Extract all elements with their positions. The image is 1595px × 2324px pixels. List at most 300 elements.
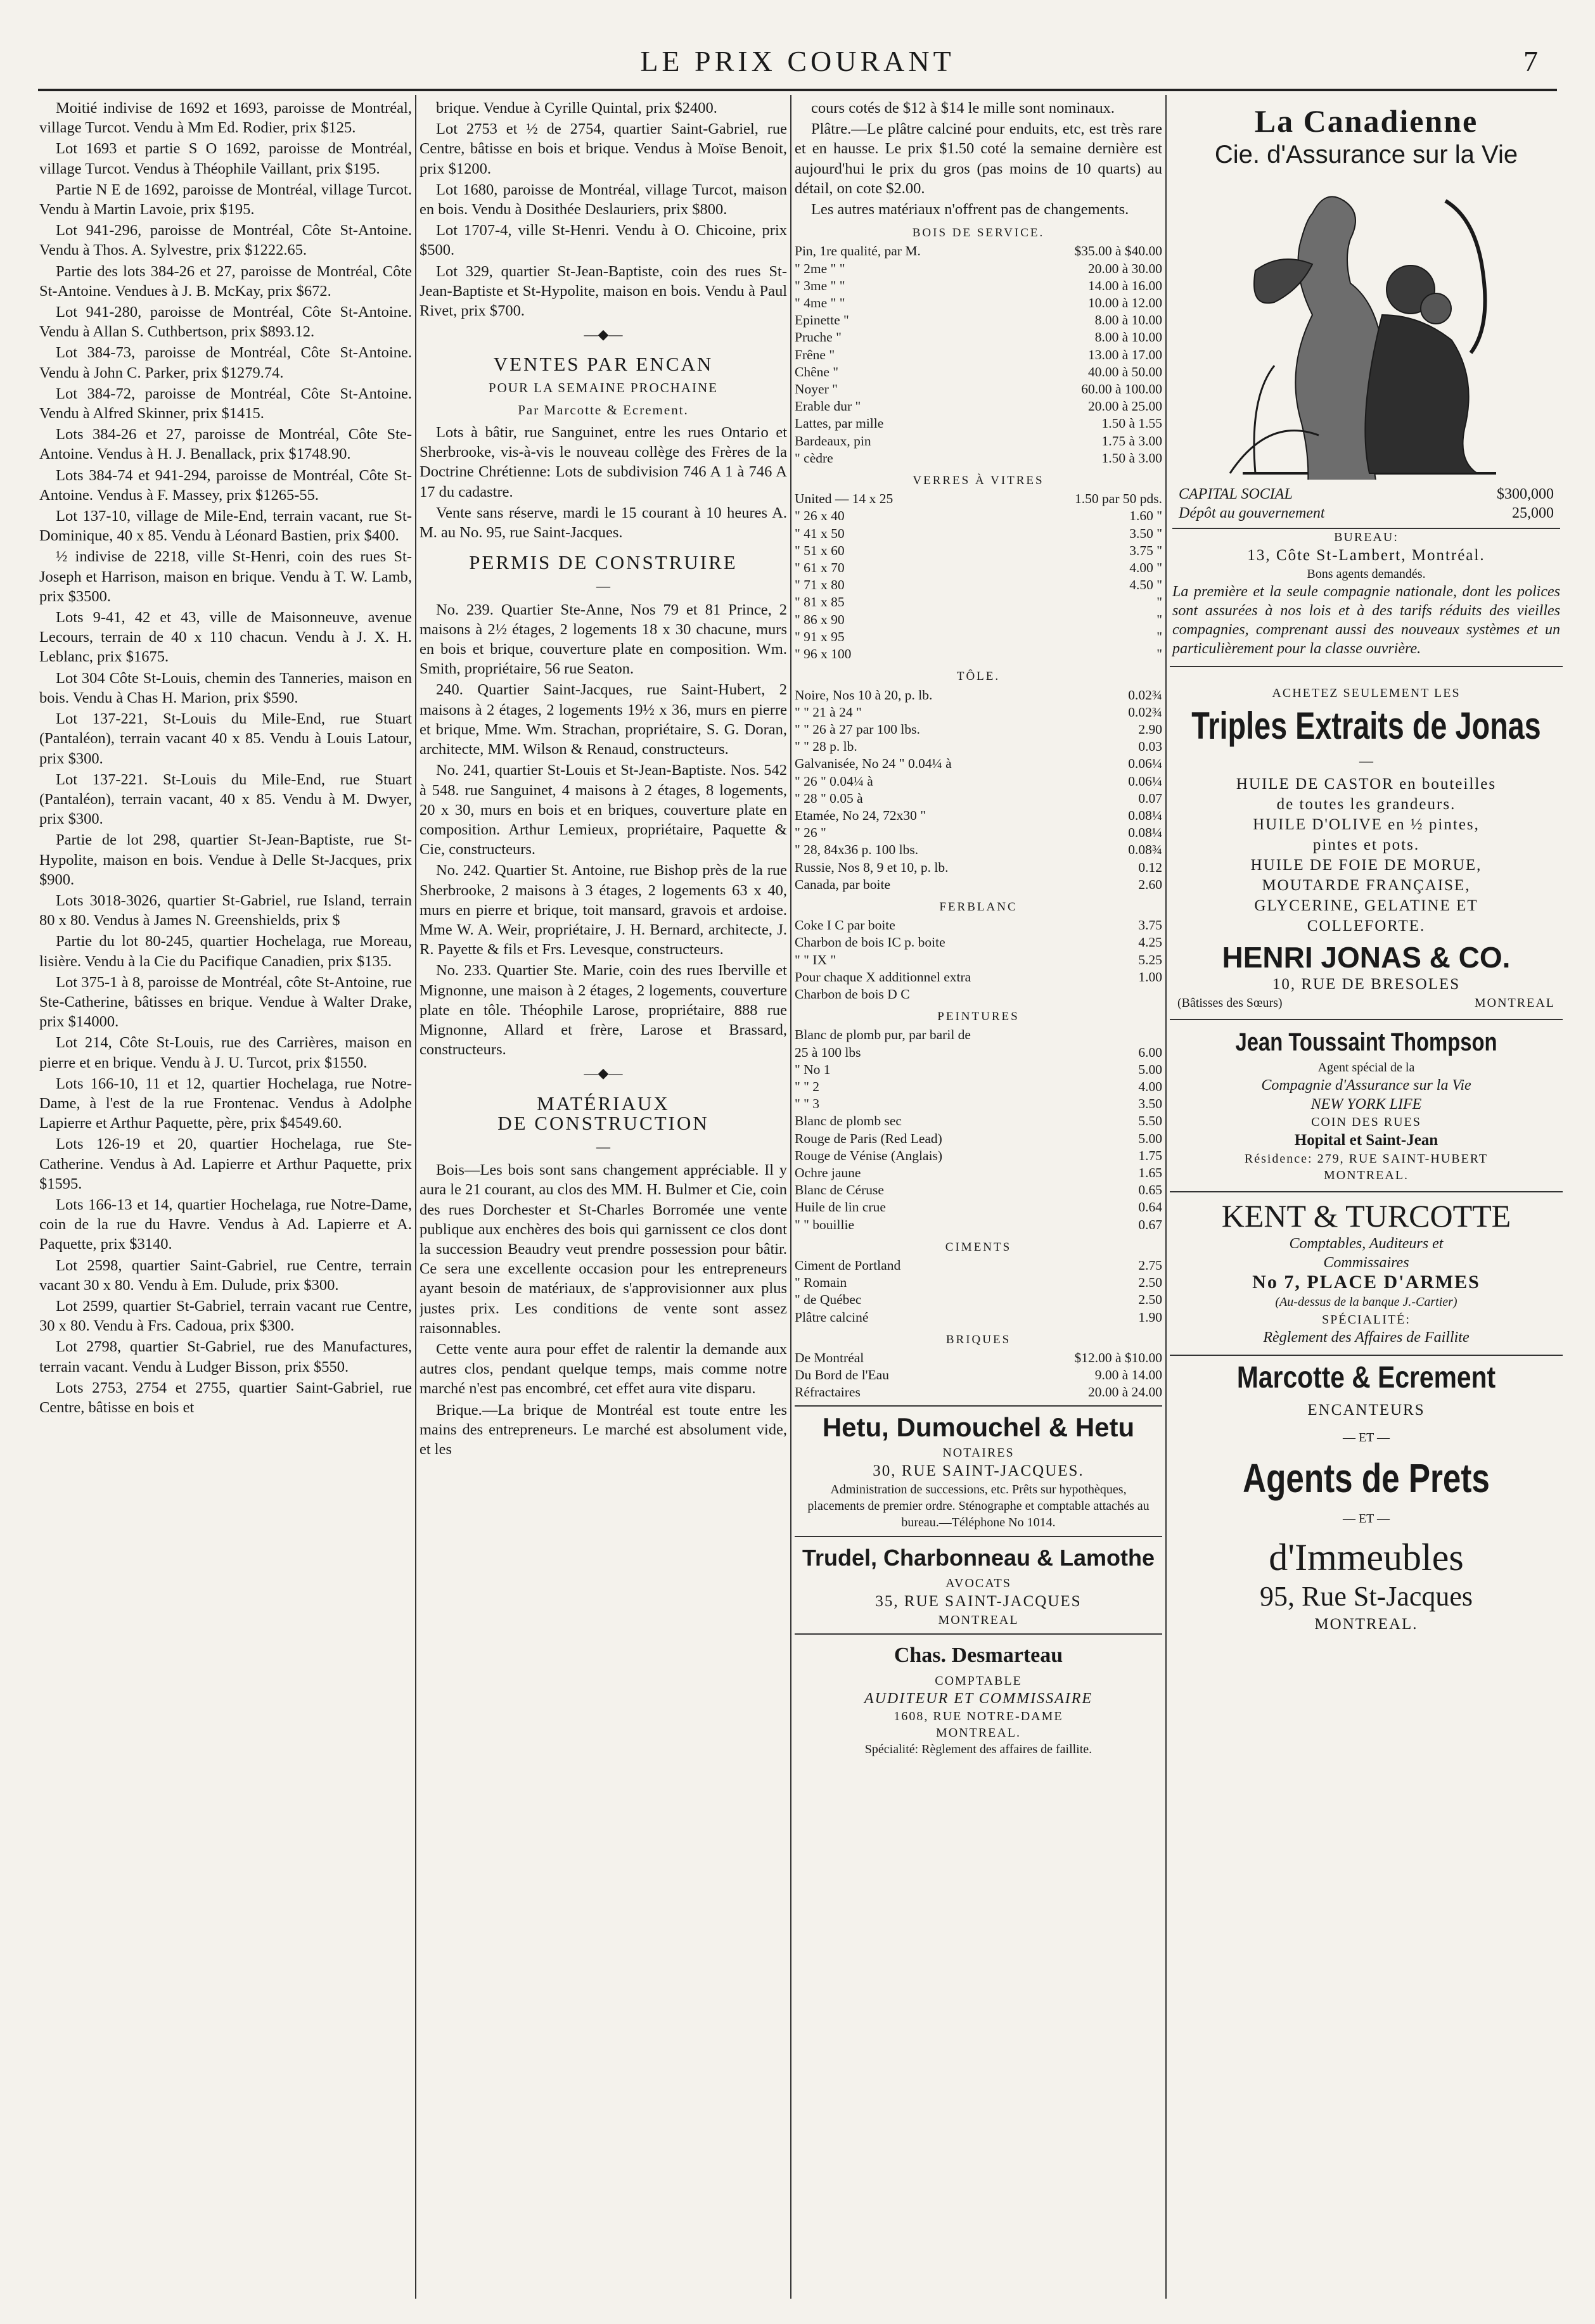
thompson-line-5: Hopital et Saint-Jean — [1294, 1132, 1438, 1149]
price-value: 5.00 — [1138, 1130, 1162, 1146]
paragraph: Plâtre.—Le plâtre calciné pour enduits, etc, est très rare et en hausse. Le prix $1.50 coté la semaine dernière est aujourd'hui le prix du gros (pas moins de 10 quarts) au détail, on cote $2.00. — [795, 120, 1162, 197]
paragraph: 240. Quartier Saint-Jacques, rue Saint-Hubert, 2 maisons à 2 étages, 2 logements 19½ x 36, murs en pierre et brique, Mme. Wm. Strachan, propriétaire, S. G. Doran, architecte, MM. Wilson & Renaud, constructeurs. — [420, 681, 787, 758]
price-value: 20.00 à 24.00 — [1087, 1384, 1162, 1400]
price-item: Russie, Nos 8, 9 et 10, p. lb. — [795, 859, 949, 875]
product-line: COLLEFORTE. — [1307, 917, 1426, 935]
paragraph: Lot 2598, quartier Saint-Gabriel, rue Centre, terrain vacant 30 x 80. Vendu à Em. Dulude, prix $300. — [39, 1256, 412, 1294]
marcotte-name: Marcotte & Ecrement — [1236, 1361, 1496, 1395]
price-value: 4.50 " — [1129, 577, 1162, 593]
price-row — [795, 687, 1162, 704]
price-value: 0.03 — [1138, 739, 1162, 755]
column-advertisements — [1170, 98, 1563, 2299]
column-divider — [1165, 95, 1167, 2299]
thompson-line-1: Agent spécial de la — [1317, 1061, 1415, 1075]
column-auctions-permits — [420, 98, 787, 2299]
jonas-title: Triples Extraits de Jonas — [1191, 705, 1541, 747]
price-value: 4.25 — [1138, 935, 1162, 950]
paragraph: Lot 2753 et ½ de 2754, quartier Saint-Gabriel, rue Centre, bâtisse en bois et brique. Vendus à Moïse Benoit, prix $1200. — [420, 120, 787, 177]
price-value: 0.08¼ — [1128, 825, 1162, 841]
price-item: " " 21 à 24 " — [795, 704, 862, 720]
price-row — [795, 1044, 1162, 1061]
price-row — [795, 1182, 1162, 1199]
hetu-address: 30, RUE SAINT-JACQUES. — [873, 1462, 1084, 1479]
paragraph: Lot 1680, paroisse de Montréal, village Turcot, maison en bois. Vendu à Dosithée Deslauriers, prix $800. — [420, 181, 787, 219]
desmarteau-address: 1608, RUE NOTRE-DAME — [894, 1709, 1063, 1723]
price-row — [795, 525, 1162, 542]
marcotte-immeubles: d'Immeubles — [1269, 1536, 1464, 1579]
paragraph: Moitié indivise de 1692 et 1693, paroisse de Montréal, village Turcot. Vendu à Mm Ed. Rodier, prix $125. — [39, 99, 412, 137]
jonas-bottom-row — [1172, 995, 1560, 1011]
depot-row — [1172, 504, 1560, 523]
price-row — [795, 1113, 1162, 1130]
page-number: 7 — [1523, 45, 1538, 77]
price-item: Lattes, par mille — [795, 416, 884, 431]
paragraph: Partie de lot 298, quartier St-Jean-Baptiste, rue St-Hypolite, maison en bois. Vendue à Delle St-Jacques, prix $900. — [39, 831, 412, 888]
paragraph: Lots 2753, 2754 et 2755, quartier Saint-Gabriel, rue Centre, bâtisse en bois et — [39, 1379, 412, 1416]
paragraph: Lot 941-280, paroisse de Montréal, Côte St-Antoine. Vendu à Allan S. Cuthbertson, prix $893.12. — [39, 303, 412, 341]
price-item: De Montréal — [795, 1350, 864, 1366]
price-row — [795, 1095, 1162, 1113]
price-value: 1.00 — [1138, 969, 1162, 985]
desmarteau-role: COMPTABLE — [935, 1673, 1022, 1688]
price-tables — [795, 224, 1162, 1401]
paragraph: Lot 941-296, paroisse de Montréal, Côte St-Antoine. Vendu à Thos. A. Sylvestre, prix $1222.65. — [39, 222, 412, 259]
bureau-address: 13, Côte St-Lambert, Montréal. — [1247, 547, 1485, 564]
price-row — [795, 824, 1162, 841]
price-value: 3.50 — [1138, 1096, 1162, 1112]
price-item: " No 1 — [795, 1061, 831, 1077]
price-item: Huile de lin crue — [795, 1199, 886, 1215]
price-item: Pour chaque X additionnel extra — [795, 969, 971, 985]
price-item: Plâtre calciné — [795, 1309, 869, 1325]
paragraph: Vente sans réserve, mardi le 15 courant à 10 heures A. M. au No. 95, rue Saint-Jacques. — [420, 504, 787, 542]
price-category-heading: BRIQUES — [945, 1332, 1011, 1346]
price-value: 1.90 — [1138, 1309, 1162, 1325]
price-item: Pruche " — [795, 329, 842, 345]
hetu-ad — [795, 1405, 1162, 1531]
column-divider — [790, 95, 791, 2299]
price-item: " 26 " 0.04¼ à — [795, 773, 873, 789]
encan-subheading: POUR LA SEMAINE PROCHAINE — [488, 380, 719, 395]
price-row — [795, 876, 1162, 893]
price-value: 0.12 — [1138, 859, 1162, 875]
jonas-products — [1172, 774, 1560, 936]
price-row — [795, 329, 1162, 346]
price-item: " 41 x 50 — [795, 525, 845, 541]
paragraph: No. 233. Quartier Ste. Marie, coin des rues Iberville et Mignonne, une maison à 2 étages, 2 logements, couverture plate en tôle. Théophile Larose, propriétaire, 888 rue Mignonne, Allard et frère, Larose et Brassard, constructeurs. — [420, 962, 787, 1059]
price-value: " — [1156, 594, 1162, 610]
price-row — [795, 755, 1162, 772]
price-item: Erable dur " — [795, 399, 861, 414]
price-item: " " 28 p. lb. — [795, 739, 857, 755]
price-row — [795, 841, 1162, 859]
paragraph: Lot 1707-4, ville St-Henri. Vendu à O. Chicoine, prix $500. — [420, 222, 787, 259]
price-value: 3.75 " — [1129, 542, 1162, 558]
paragraph: Bois—Les bois sont sans changement appréciable. Il y aura le 21 courant, au clos des MM. H. Bulmer et Cie, coin des rues Dorchester et St-Charles Borromée une vente publique aux enchères des bois qui garnissent ce clos dont la succession Beaudry veut prendre possession pour bâtir. Ce sera une excellente occasion pour les entrepreneurs ayant besoin de matériaux, de s'approvisionner aux plus justes prix. Les conditions de vente sont assez raisonnables. — [420, 1161, 787, 1337]
price-value: $12.00 à $10.00 — [1074, 1350, 1162, 1366]
price-row — [795, 433, 1162, 450]
kent-line-4: (Au-dessus de la banque J.-Cartier) — [1275, 1295, 1457, 1310]
canadienne-subtitle: Cie. d'Assurance sur la Vie — [1214, 141, 1518, 169]
price-row — [795, 508, 1162, 525]
price-row — [795, 773, 1162, 790]
price-category-heading: CIMENTS — [945, 1240, 1012, 1254]
price-value: 1.60 " — [1129, 508, 1162, 524]
jonas-address: 10, RUE DE BRESOLES — [1272, 976, 1461, 993]
price-row — [795, 1078, 1162, 1095]
thompson-line-2: Compagnie d'Assurance sur la Vie — [1261, 1077, 1471, 1094]
price-value: 60.00 à 100.00 — [1081, 381, 1162, 397]
paragraph: Lot 384-73, paroisse de Montréal, Côte St-Antoine. Vendu à John C. Parker, prix $1279.74. — [39, 344, 412, 381]
price-row — [795, 1367, 1162, 1384]
price-category-heading: VERRES À VITRES — [913, 474, 1044, 488]
price-value: 0.67 — [1138, 1216, 1162, 1232]
price-value: 2.50 — [1138, 1275, 1162, 1291]
paragraph: Lot 384-72, paroisse de Montréal, Côte St-Antoine. Vendu à Alfred Skinner, prix $1415. — [39, 385, 412, 423]
kent-line-2: Commissaires — [1323, 1255, 1409, 1272]
canadienne-description: La première et la seule compagnie nationale, dont les polices sont assurées à nos lois et à des tarifs réduits des vieilles compagnies, comprenant aussi des nouveaux systèmes et un particulièrement pour la classe ouvrière. — [1172, 584, 1560, 657]
price-item: United — 14 x 25 — [795, 491, 894, 507]
trudel-ad — [795, 1536, 1162, 1628]
price-row — [795, 559, 1162, 577]
price-value: 20.00 à 25.00 — [1087, 399, 1162, 414]
paragraph: No. 239. Quartier Ste-Anne, Nos 79 et 81 Prince, 2 maisons à 2½ étages, 2 logements 18 x 30 chacune, murs en bois et brique, couverture plate en composition. Wm. Smith, propriétaire, 56 rue Seaton. — [420, 601, 787, 678]
product-line: HUILE DE CASTOR en bouteilles — [1236, 776, 1497, 793]
jonas-lead: ACHETEZ SEULEMENT LES — [1272, 686, 1461, 700]
price-row — [795, 260, 1162, 278]
price-item: Pin, 1re qualité, par M. — [795, 243, 921, 259]
price-value: 0.07 — [1138, 790, 1162, 806]
desmarteau-city: MONTREAL. — [935, 1725, 1022, 1740]
ornament-divider: —◆— — [584, 1065, 623, 1082]
paragraph: Lots 126-19 et 20, quartier Hochelaga, rue Ste-Catherine. Vendus à Ad. Lapierre et Arthur Paquette, prix $1595. — [39, 1135, 412, 1192]
permis-body — [420, 600, 787, 1060]
price-item: " 81 x 85 — [795, 594, 845, 610]
price-value: 1.75 à 3.00 — [1101, 433, 1162, 449]
desmarteau-ad — [795, 1633, 1162, 1758]
price-row — [795, 1384, 1162, 1401]
rule-divider: — — [596, 578, 610, 594]
price-row — [795, 1309, 1162, 1326]
price-value: 0.08¼ — [1128, 807, 1162, 823]
price-row — [795, 490, 1162, 508]
price-value: 2.75 — [1138, 1258, 1162, 1273]
desmarteau-role-2: AUDITEUR ET COMMISSAIRE — [864, 1690, 1093, 1707]
price-item: Noire, Nos 10 à 20, p. lb. — [795, 687, 933, 703]
paragraph: Lot 329, quartier St-Jean-Baptiste, coin des rues St-Jean-Baptiste et St-Hypolite, maison en bois. Vendu à Paul Rivet, prix $700. — [420, 262, 787, 320]
price-row — [795, 704, 1162, 721]
price-item: Blanc de Céruse — [795, 1182, 884, 1198]
price-row — [795, 1061, 1162, 1078]
price-item: Galvanisée, No 24 " 0.04¼ à — [795, 756, 952, 772]
paragraph: Lot 137-221. St-Louis du Mile-End, rue Stuart (Pantaléon), terrain vacant, 40 x 85. Vendu à M. Dwyer, prix $300. — [39, 770, 412, 828]
price-item: Charbon de bois D C — [795, 986, 910, 1002]
price-value — [1157, 986, 1162, 1003]
paragraph: Lots 384-74 et 941-294, paroisse de Montréal, Côte St-Antoine. Vendus à F. Massey, prix $1265-55. — [39, 466, 412, 504]
price-item: " 3me " " — [795, 278, 845, 293]
desmarteau-note: Spécialité: Règlement des affaires de faillite. — [864, 1742, 1092, 1756]
kent-line-3: No 7, PLACE D'ARMES — [1252, 1272, 1480, 1293]
marcotte-city: MONTREAL. — [1314, 1616, 1418, 1633]
capital-label: CAPITAL SOCIAL — [1179, 486, 1293, 502]
encan-body — [420, 423, 787, 542]
paragraph: Lot 304 Côte St-Louis, chemin des Tanneries, maison en bois. Vendu à Chas H. Marion, prix $590. — [39, 669, 412, 706]
price-item: " 71 x 80 — [795, 577, 845, 593]
column-divider — [415, 95, 416, 2299]
price-category-heading: FERBLANC — [939, 900, 1018, 914]
price-item: Rouge de Paris (Red Lead) — [795, 1130, 942, 1146]
rule-divider: — — [596, 1138, 610, 1154]
trudel-name: Trudel, Charbonneau & Lamothe — [802, 1544, 1155, 1571]
materiaux-body — [420, 1160, 787, 1459]
price-category-heading: PEINTURES — [937, 1010, 1020, 1024]
price-value: " — [1156, 646, 1162, 662]
paragraph: Lot 375-1 à 8, paroisse de Montréal, côte St-Antoine, rue Ste-Catherine, bâtisses en brique. Vendue à Walter Drake, prix $14000. — [39, 973, 412, 1031]
price-item: " de Québec — [795, 1292, 862, 1308]
price-item: Ochre jaune — [795, 1165, 861, 1180]
price-row — [795, 594, 1162, 611]
price-value: 0.06¼ — [1128, 773, 1162, 789]
paragraph: ½ indivise de 2218, ville St-Henri, coin des rues St-Joseph et Harrison, maison en brique. Vendu à T. W. Lamb, prix $3500. — [39, 548, 412, 605]
trudel-address: 35, RUE SAINT-JACQUES — [875, 1592, 1082, 1610]
hetu-role: NOTAIRES — [942, 1445, 1015, 1460]
paragraph: Partie N E de 1692, paroisse de Montréal, village Turcot. Vendu à Martin Lavoie, prix $195. — [39, 181, 412, 219]
price-row — [795, 790, 1162, 807]
price-value: 6.00 — [1138, 1044, 1162, 1060]
price-value: 1.50 à 1.55 — [1101, 416, 1162, 431]
paragraph: Partie du lot 80-245, quartier Hochelaga, rue Moreau, lisière. Vendu à la Cie du Pacifique Canadien, prix $135. — [39, 933, 412, 970]
price-value: 2.60 — [1138, 876, 1162, 892]
paragraph: Lot 137-10, village de Mile-End, terrain vacant, rue St-Dominique, 40 x 85. Vendu à Léonard Bastien, prix $400. — [39, 508, 412, 545]
paragraph: No. 241, quartier St-Louis et St-Jean-Baptiste. Nos. 542 à 548. rue Sanguinet, 4 maisons à 2 étages, 8 logements, 20 x 30, murs en bois et en briques, couverture plate en composition. Arthur Lemieux, propriétaire, Paquette & Cie, constructeurs. — [420, 762, 787, 859]
desmarteau-name: Chas. Desmarteau — [894, 1643, 1063, 1667]
price-row — [795, 364, 1162, 381]
depot-value: 25,000 — [1512, 505, 1554, 521]
marcotte-et: — ET — — [1342, 1431, 1390, 1445]
price-row — [795, 542, 1162, 559]
encan-heading: VENTES PAR ENCAN — [493, 353, 714, 376]
paragraph: Lots 3018-3026, quartier St-Gabriel, rue Island, terrain 80 x 80. Vendus à James N. Greenshields, prix $ — [39, 891, 412, 929]
price-value: " — [1156, 611, 1162, 627]
paragraph: Les autres matériaux n'offrent pas de changements. — [811, 201, 1129, 219]
price-item: " 86 x 90 — [795, 611, 845, 627]
thompson-name: Jean Toussaint Thompson — [1235, 1028, 1497, 1057]
allegorical-engraving-image — [1217, 176, 1515, 480]
thompson-line-7: MONTREAL. — [1323, 1168, 1409, 1183]
agents-wanted: Bons agents demandés. — [1307, 567, 1426, 581]
marcotte-agents: Agents de Prets — [1243, 1455, 1490, 1502]
rule-divider: — — [1359, 753, 1373, 769]
price-item: Canada, par boite — [795, 876, 891, 892]
price-value: 9.00 à 14.00 — [1094, 1367, 1162, 1383]
product-line: pintes et pots. — [1312, 836, 1420, 854]
price-row — [795, 807, 1162, 824]
price-item: " " 3 — [795, 1096, 820, 1112]
canadienne-title: La Canadienne — [1254, 103, 1478, 139]
price-value: 8.00 à 10.00 — [1094, 329, 1162, 345]
price-row — [795, 646, 1162, 663]
materiaux-heading: MATÉRIAUX — [537, 1092, 670, 1114]
capital-value: $300,000 — [1497, 486, 1554, 502]
plaster-notes — [795, 98, 1162, 219]
price-row — [795, 969, 1162, 986]
price-row — [795, 917, 1162, 934]
column-sales-list — [39, 98, 412, 2299]
price-item: " 28 " 0.05 à — [795, 790, 863, 806]
bureau-label: BUREAU: — [1172, 528, 1560, 546]
thompson-ad — [1170, 1020, 1563, 1192]
price-row — [795, 450, 1162, 467]
price-item: " " IX " — [795, 952, 836, 967]
price-item: 25 à 100 lbs — [795, 1044, 861, 1060]
thompson-line-3: NEW YORK LIFE — [1310, 1096, 1422, 1113]
price-row — [795, 347, 1162, 364]
product-line: HUILE D'OLIVE en ½ pintes, — [1253, 816, 1480, 834]
paragraph: Lot 214, Côte St-Louis, rue des Carrières, maison en pierre et en brique. Vendu à J. U. Turcot, prix $1550. — [39, 1034, 412, 1071]
price-value: 4.00 " — [1129, 560, 1162, 576]
price-item: " " bouillie — [795, 1216, 854, 1232]
price-item: Etamée, No 24, 72x30 " — [795, 807, 926, 823]
price-row — [795, 986, 1162, 1003]
paragraph: Lots 166-13 et 14, quartier Hochelaga, rue Notre-Dame, coin de la rue du Havre. Vendus à Ad. Lapierre et A. Paquette, prix $3140. — [39, 1196, 412, 1253]
marcotte-role: ENCANTEURS — [1307, 1401, 1425, 1419]
price-item: " 28, 84x36 p. 100 lbs. — [795, 842, 919, 858]
price-value: 8.00 à 10.00 — [1094, 312, 1162, 328]
price-value: 0.06¼ — [1128, 756, 1162, 772]
price-item: Epinette " — [795, 312, 849, 328]
price-item: " " 26 à 27 par 100 lbs. — [795, 721, 920, 737]
price-row — [795, 295, 1162, 312]
price-row — [795, 1130, 1162, 1147]
price-value: 1.65 — [1138, 1165, 1162, 1180]
product-line: HUILE DE FOIE DE MORUE, — [1250, 857, 1482, 874]
price-item: Ciment de Portland — [795, 1258, 901, 1273]
price-item: Rouge de Vénise (Anglais) — [795, 1147, 943, 1163]
canadienne-ad — [1170, 98, 1563, 667]
price-item: Coke I C par boite — [795, 917, 895, 933]
price-row — [795, 1257, 1162, 1274]
price-item: " 4me " " — [795, 295, 845, 311]
hetu-note: Administration de successions, etc. Prêts sur hypothèques, placements de premier ordre. Sténographe et comptable attachés au bureau.—Téléphone No 1014. — [807, 1482, 1150, 1529]
price-value: 4.00 — [1138, 1078, 1162, 1094]
price-value: 2.90 — [1138, 721, 1162, 737]
paragraph: Brique.—La brique de Montréal est toute entre les mains des entrepreneurs. Le marché est absolument vide, et les — [420, 1401, 787, 1458]
trudel-role: AVOCATS — [945, 1576, 1011, 1590]
price-row — [795, 629, 1162, 646]
price-row — [795, 738, 1162, 755]
paragraph: Lot 1693 et partie S O 1692, paroisse de Montréal, village Turcot. Vendus à Théophile Vaillant, prix $195. — [39, 140, 412, 177]
price-item: Charbon de bois IC p. boite — [795, 935, 945, 950]
sales-continued — [420, 98, 787, 321]
price-row — [795, 721, 1162, 738]
paragraph: Lots 166-10, 11 et 12, quartier Hochelaga, rue Notre-Dame, à l'est de la rue Frontenac. Vendus à Adolphe Lapierre et Arthur Paquette, père, prix $4549.60. — [39, 1075, 412, 1132]
jonas-ad — [1170, 667, 1563, 1020]
marcotte-ad — [1170, 1356, 1563, 1640]
price-item: " " 2 — [795, 1078, 820, 1094]
price-row — [795, 1291, 1162, 1308]
price-value: 0.64 — [1138, 1199, 1162, 1215]
product-line: GLYCERINE, GELATINE ET — [1254, 897, 1478, 915]
encan-byline: Par Marcotte & Ecrement. — [518, 402, 689, 418]
paragraph: Lots 9-41, 42 et 43, ville de Maisonneuve, avenue Lecours, terrain de 40 x 110 chacun. Vendu à J. X. H. Leblanc, prix $1675. — [39, 609, 412, 666]
masthead — [0, 0, 1595, 95]
price-value: 3.50 " — [1129, 525, 1162, 541]
price-value: 10.00 à 12.00 — [1087, 295, 1162, 311]
price-value: " — [1156, 629, 1162, 644]
paragraph: Lots à bâtir, rue Sanguinet, entre les rues Ontario et Sherbrooke, vis-à-vis le nouveau collège des Frères de la Doctrine Chrétienne: Lots de subdivision 746 A 1 à 746 A 17 du cadastre. — [420, 424, 787, 501]
price-value: 1.50 à 3.00 — [1101, 450, 1162, 466]
price-value: 0.08¾ — [1128, 842, 1162, 858]
price-value: 1.50 par 50 pds. — [1075, 491, 1162, 507]
product-line: MOUTARDE FRANÇAISE, — [1262, 877, 1471, 895]
price-value: 5.00 — [1138, 1061, 1162, 1077]
price-item: Réfractaires — [795, 1384, 861, 1400]
paragraph: cours cotés de $12 à $14 le mille sont nominaux. — [811, 99, 1115, 117]
price-item: Du Bord de l'Eau — [795, 1367, 889, 1383]
marcotte-et-2: — ET — — [1342, 1512, 1390, 1526]
price-value: 13.00 à 17.00 — [1087, 347, 1162, 362]
price-value: 0.65 — [1138, 1182, 1162, 1198]
marcotte-address: 95, Rue St-Jacques — [1259, 1581, 1473, 1612]
price-category-heading: TÔLE. — [956, 670, 1001, 684]
permis-heading: PERMIS DE CONSTRUIRE — [469, 551, 738, 574]
paragraph: Lot 2599, quartier St-Gabriel, terrain vacant rue Centre, 30 x 80. Vendu à Frs. Cadoua, prix $300. — [39, 1297, 412, 1335]
price-item: " 61 x 70 — [795, 560, 845, 576]
capital-row — [1172, 485, 1560, 504]
price-item: " 96 x 100 — [795, 646, 852, 662]
price-row — [795, 278, 1162, 295]
price-value: 2.50 — [1138, 1292, 1162, 1308]
price-row — [795, 381, 1162, 398]
price-value: $35.00 à $40.00 — [1074, 243, 1162, 259]
price-row — [795, 934, 1162, 951]
price-value: 1.75 — [1138, 1147, 1162, 1163]
hetu-name: Hetu, Dumouchel & Hetu — [822, 1412, 1135, 1442]
price-value: 3.75 — [1138, 917, 1162, 933]
price-item: Chêne " — [795, 364, 839, 380]
price-value — [1157, 1026, 1162, 1044]
price-row — [795, 952, 1162, 969]
kent-line-5: SPÉCIALITÉ: — [1322, 1313, 1411, 1327]
price-item: Bardeaux, pin — [795, 433, 871, 449]
price-row — [795, 398, 1162, 415]
price-row — [795, 1147, 1162, 1165]
price-item: " cèdre — [795, 450, 833, 466]
price-row — [795, 1165, 1162, 1182]
kent-ad — [1170, 1192, 1563, 1356]
price-row — [795, 611, 1162, 629]
jonas-name: HENRI JONAS & CO. — [1222, 941, 1511, 974]
paragraph: Lots 384-26 et 27, paroisse de Montréal, Côte Ste-Antoine. Vendus à H. J. Benallack, prix $1748.90. — [39, 426, 412, 463]
paragraph: brique. Vendue à Cyrille Quintal, prix $2400. — [436, 99, 717, 117]
price-category-heading: BOIS DE SERVICE. — [912, 226, 1045, 240]
paragraph: Lot 2798, quartier St-Gabriel, rue des Manufactures, terrain vacant. Vendu à Ludger Bisson, prix $550. — [39, 1338, 412, 1376]
price-item: Blanc de plomb pur, par baril de — [795, 1027, 971, 1043]
paragraph: Cette vente aura pour effet de ralentir la demande aux autres clos, pendant quelque temps, mais comme notre marché n'est pas encombré, cet effet aura vite disparu. — [420, 1340, 787, 1398]
paragraph: Lot 137-221, St-Louis du Mile-End, rue Stuart (Pantaléon), terrain vacant 40 x 85. Vendu à Louis Latour, prix $300. — [39, 710, 412, 767]
price-item: " 51 x 60 — [795, 542, 845, 558]
price-item: Blanc de plomb sec — [795, 1113, 902, 1129]
depot-label: Dépôt au gouvernement — [1179, 505, 1325, 521]
kent-line-1: Comptables, Auditeurs et — [1289, 1235, 1444, 1253]
newspaper-title: LE PRIX COURANT — [640, 45, 955, 77]
price-row — [795, 577, 1162, 594]
thompson-line-6: Résidence: 279, RUE SAINT-HUBERT — [1244, 1152, 1489, 1166]
price-item: " Romain — [795, 1275, 847, 1291]
price-item: " 2me " " — [795, 260, 845, 276]
price-row — [795, 1026, 1162, 1044]
price-value: 5.50 — [1138, 1113, 1162, 1129]
